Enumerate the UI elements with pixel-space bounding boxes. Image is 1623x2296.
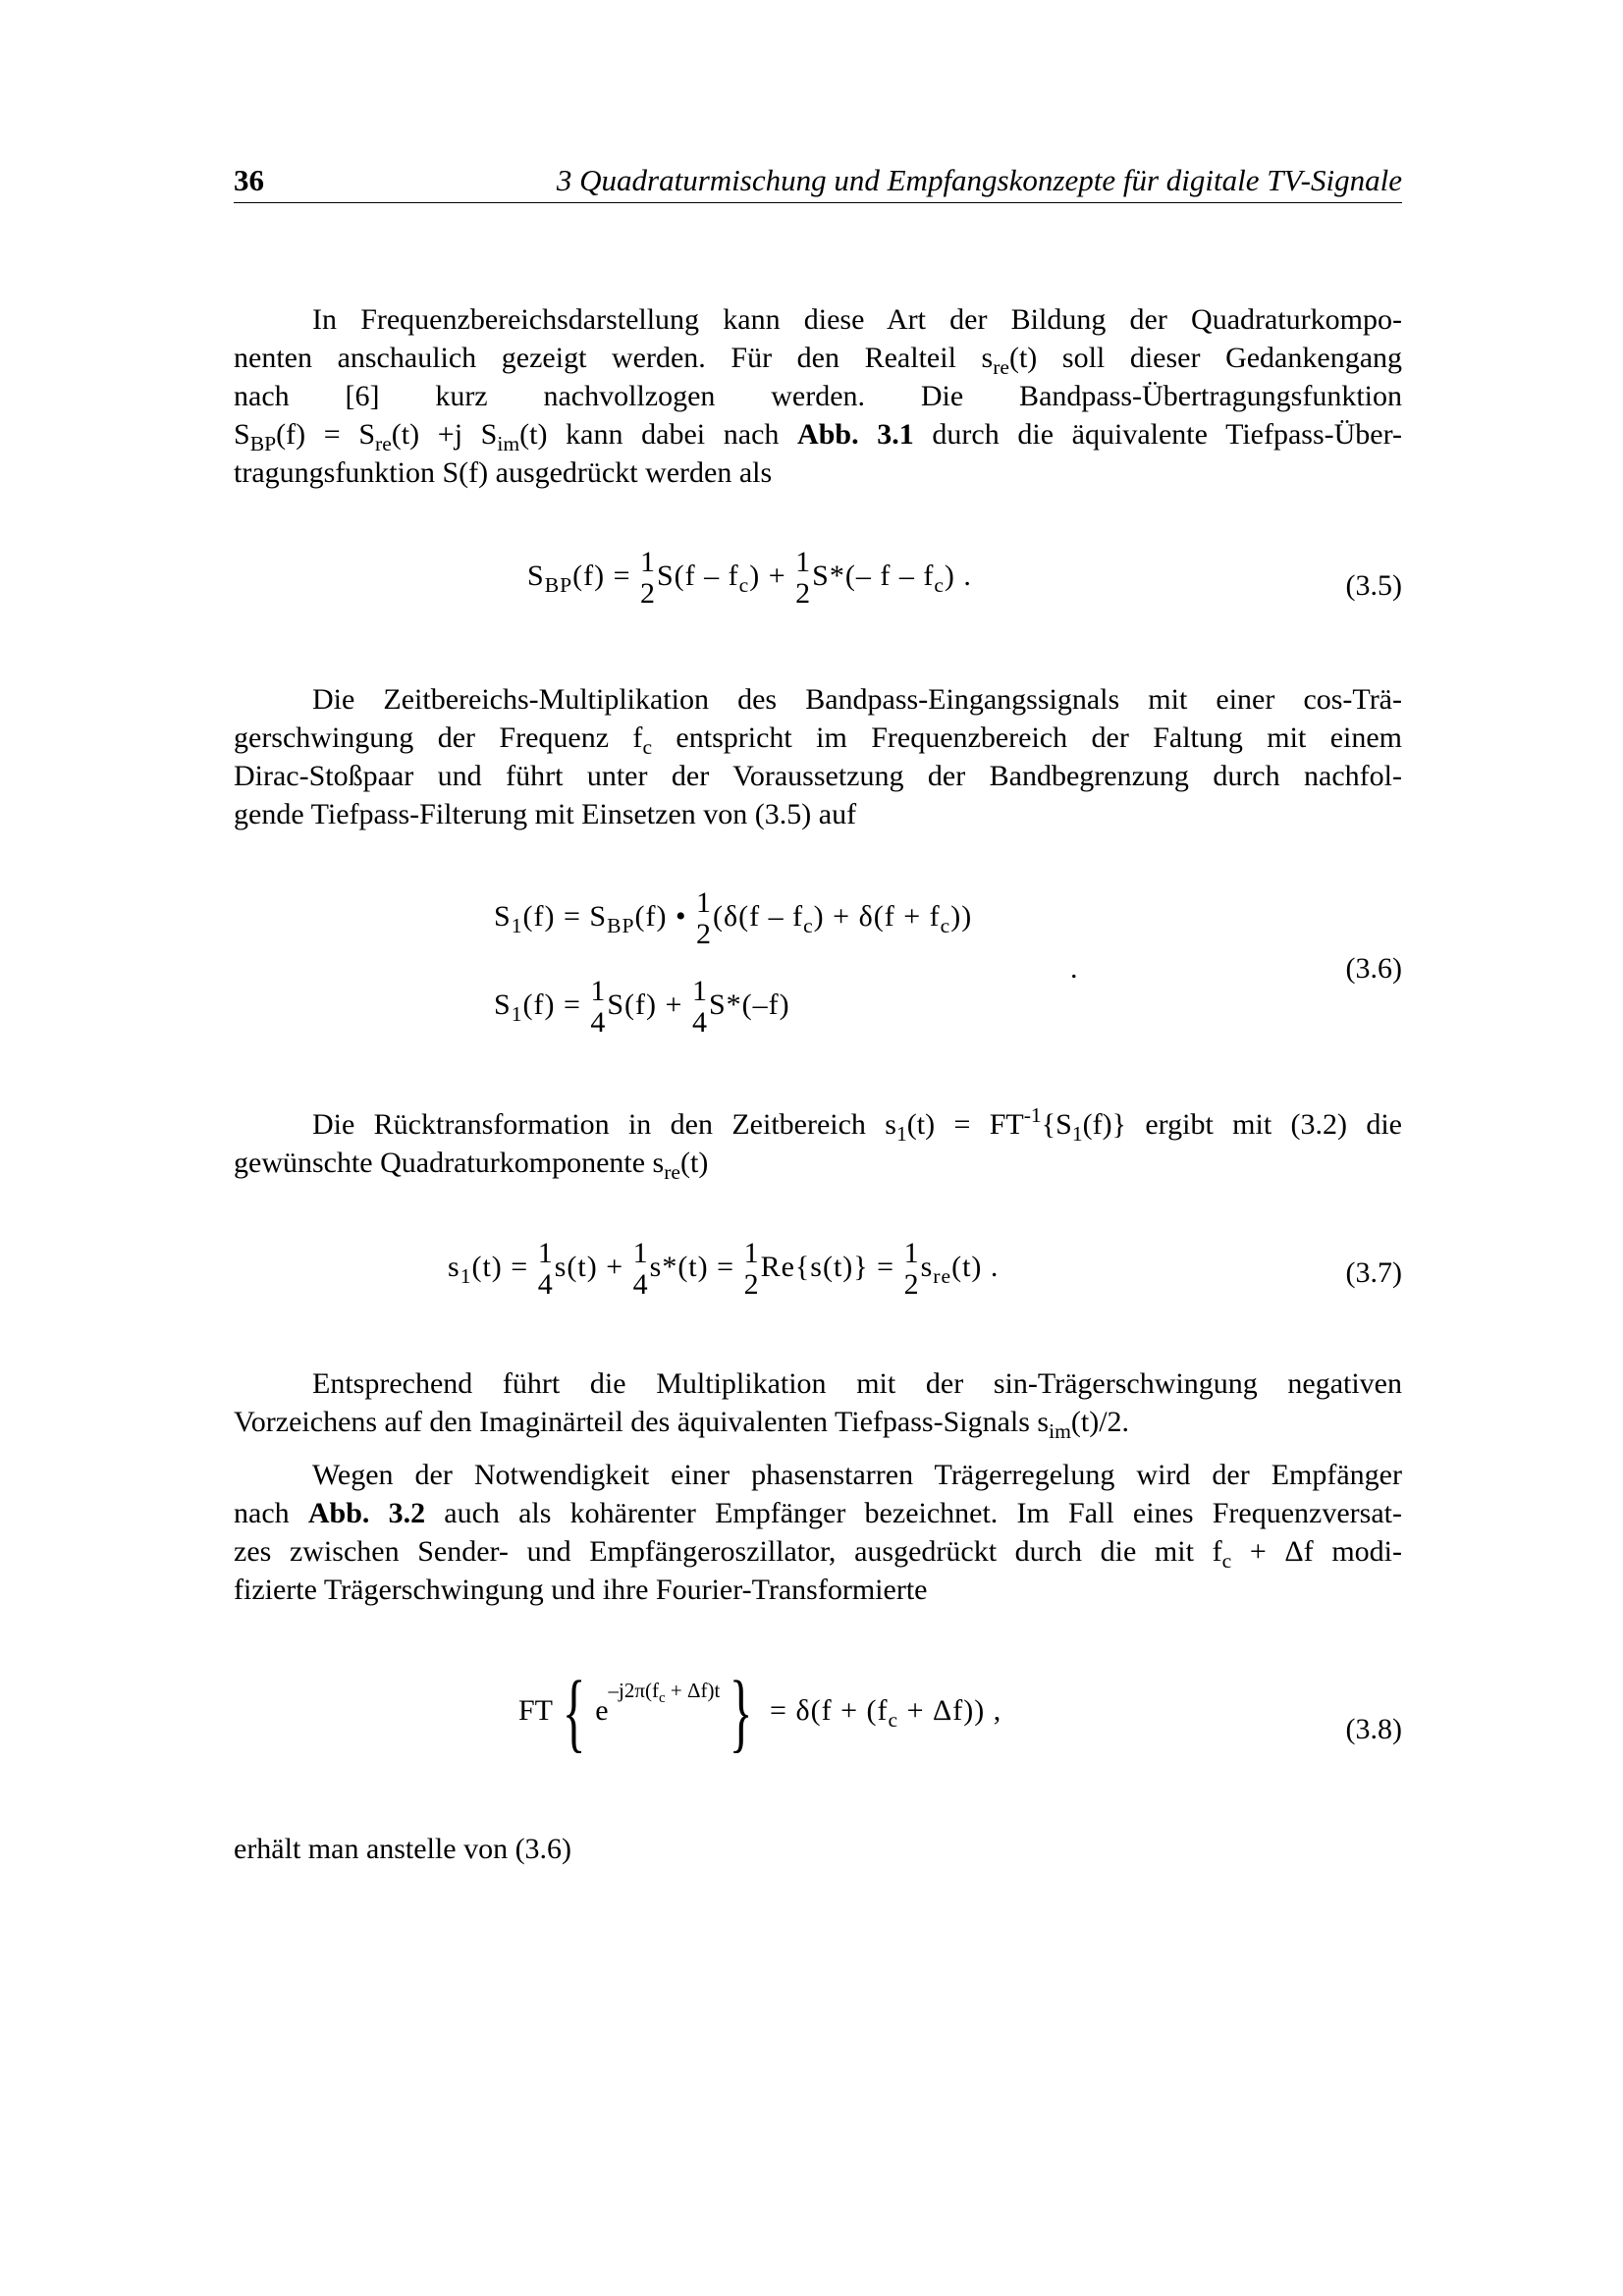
p3-line-2: gewünschte Quadraturkomponente $s_{re}(t)$ [234,1147,709,1184]
p4-line-2: Vorzeichens auf den Imaginärteil des äquivalenten Tiefpass-Signals $s_{im}(t)/2$. [234,1406,1130,1443]
equation-3-6-dot: . [1070,952,1078,985]
paragraph-4 [234,1364,1402,1441]
fraction-half: 1 2 [743,1237,760,1301]
equation-3-6-row-2: $S_1(f)$ = 1 4 S(f) + 1 4 S*(–f) [494,975,790,1039]
paragraph-5 [234,1456,1402,1609]
left-brace: { [562,1664,586,1761]
fraction-quarter: 1 4 [537,1237,554,1301]
paragraph-3 [234,1105,1402,1182]
p1-line-5: tragungsfunktion S(f) ausgedrückt werden als [234,456,773,489]
page-number: 36 [234,163,264,197]
fraction-quarter: 1 4 [632,1237,649,1301]
fraction-half: 1 2 [695,886,712,950]
p1-line-1: In Frequenzbereichsdarstellung kann diese Art der Bildung der Quadraturkompo- [312,303,1402,336]
fraction-half: 1 2 [640,546,656,610]
page-header [234,163,1402,203]
fraction-quarter: 1 4 [691,975,708,1039]
equation-3-5: $S_{BP}(f)$ = 1 2 $S(f - f_c)$ + 1 2 S*(– f – $f_c$) . [527,546,972,610]
equation-3-8: FT { $e^{-j2\pi(f_c + \Delta f)t}$ } = $\delta(f + (f_c + \Delta f))$ , [518,1664,1002,1761]
p6-line-1: erhält man anstelle von (3.6) [234,1833,572,1865]
p5-line-1: Wegen der Notwendigkeit einer phasenstarren Trägerregelung wird der Empfänger [312,1459,1402,1491]
paragraph-6 [234,1830,1402,1868]
equation-3-6-row-1: $S_1(f) = S_{BP}(f)$ • 1 2 $(\delta(f - f_c) + \delta(f + f_c))$ [494,886,973,950]
p5-line-4: fizierte Trägerschwingung und ihre Fourier-Transformierte [234,1574,928,1606]
running-title: 3 Quadraturmischung und Empfangskonzepte für digitale TV-Signale [556,163,1402,197]
equation-3-7: $s_1(t)$ = 1 4 s(t) + 1 4 s*(t) = 1 2 Re{s(t)} = 1 2 $s_{re}(t)$ . [448,1237,1000,1301]
p2-line-4: gende Tiefpass-Filterung mit Einsetzen von (3.5) auf [234,798,857,830]
p2-line-1: Die Zeitbereichs-Multiplikation des Bandpass-Eingangssignals mit einer cos-Trä- [312,683,1402,716]
paragraph-1 [234,300,1402,492]
p1-line-3: nach [6] kurz nachvollzogen werden. Die Bandpass-Übertragungsfunktion [234,380,1402,412]
right-brace: } [730,1664,753,1761]
fraction-quarter: 1 4 [590,975,607,1039]
fraction-half: 1 2 [795,546,812,610]
equation-number-3-6: (3.6) [1345,952,1402,985]
p5-line-3: zes zwischen Sender- und Empfängeroszillator, ausgedrückt durch die mit $f_c + \Delta f$ modi- [234,1535,1402,1573]
p4-line-1: Entsprechend führt die Multiplikation mit der sin-Trägerschwingung negativen [312,1367,1402,1400]
paragraph-2 [234,680,1402,833]
equation-number-3-7: (3.7) [1345,1256,1402,1289]
equation-number-3-5: (3.5) [1345,569,1402,602]
p2-line-3: Dirac-Stoßpaar und führt unter der Voraussetzung der Bandbegrenzung durch nachfol- [234,760,1402,792]
fraction-half: 1 2 [903,1237,920,1301]
equation-number-3-8: (3.8) [1345,1713,1402,1745]
p2-line-2: gerschwingung der Frequenz $f_c$ entspricht im Frequenzbereich der Faltung mit einem [234,721,1402,759]
p3-line-1: Die Rücktransformation in den Zeitbereich $s_1(t) = FT^{-1}\{S_1(f)\}$ ergibt mit (3.2) die [312,1103,1402,1146]
p5-line-2: nach Abb. 3.2 auch als kohärenter Empfänger bezeichnet. Im Fall eines Frequenzversat- [234,1497,1402,1529]
p1-line-4: $S_{BP}(f) = S_{re}(t) +j$ $S_{im}(t)$ kann dabei nach Abb. 3.1 durch die äquivalente Tiefpass-Über- [234,418,1402,455]
p1-line-2: nenten anschaulich gezeigt werden. Für den Realteil $s_{re}(t)$ soll dieser Gedankengang [234,342,1403,379]
